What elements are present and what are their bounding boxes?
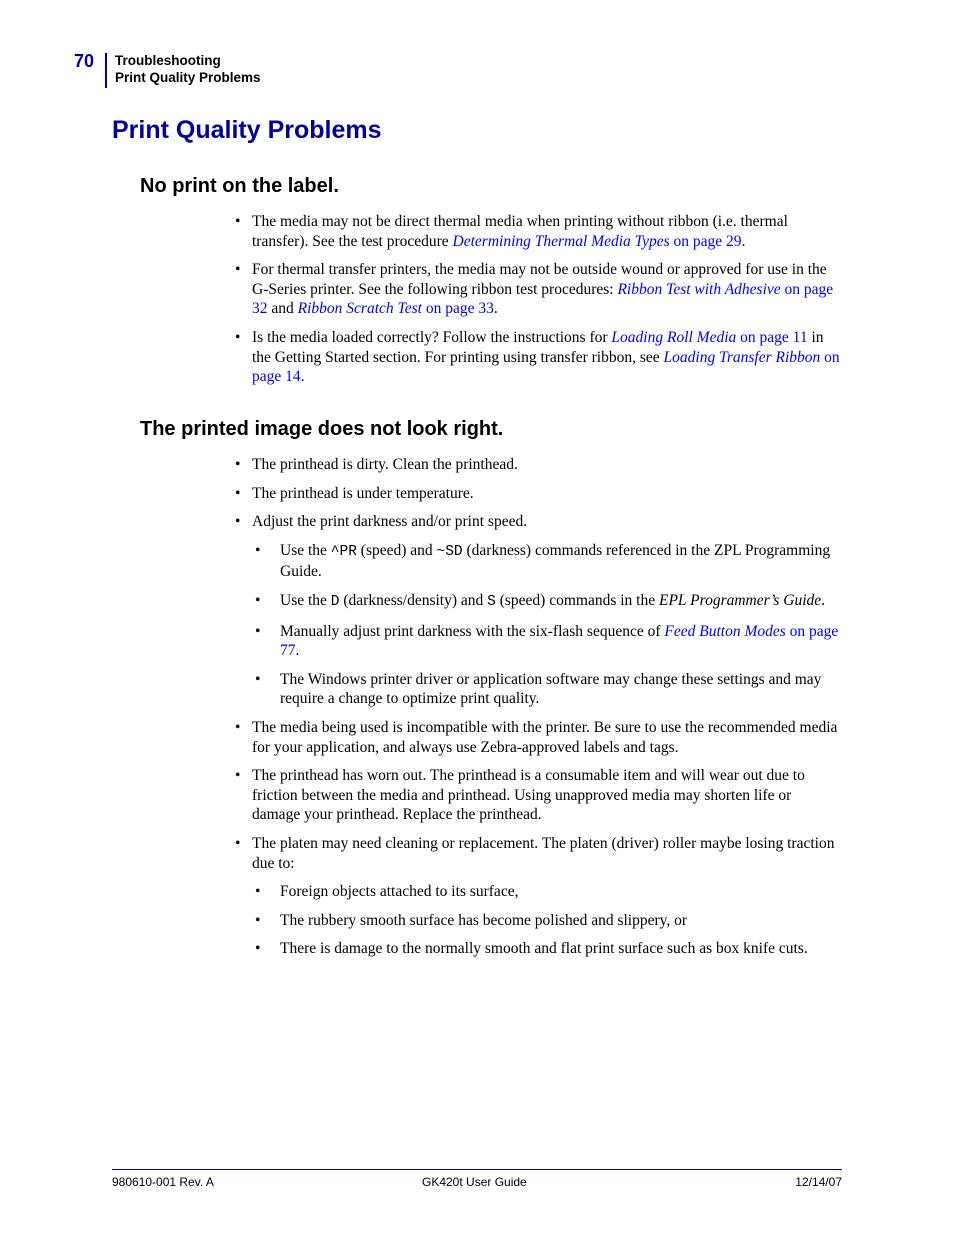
xref-link-thermal-media[interactable]: Determining Thermal Media Types on page 29 [452,232,742,250]
command-code: ~SD [436,543,463,560]
guide-title-italic: EPL Programmer’s Guide [659,591,822,609]
list-item: • Is the media loaded correctly? Follow the instructions for Loading Roll Media on page 11 in the Getting Started section. For printing using transfer ribbon, see Loading Transfer Ribbon on page 14. [252,328,842,387]
sub-list-item: • There is damage to the normally smooth and flat print surface such as box knife cuts. [280,939,842,959]
page-title: Print Quality Problems [112,116,382,144]
sub-list-item: • The Windows printer driver or application software may change these settings and may require a change to optimize print quality. [280,670,842,709]
sub-list-item: • Use the ^PR (speed) and ~SD (darkness) commands referenced in the ZPL Programming Guide. [280,541,842,582]
no-print-list [252,212,842,396]
section-heading-image-quality: The printed image does not look right. [140,418,504,440]
list-item: • The platen may need cleaning or replacement. The platen (driver) roller maybe losing traction due to: • Foreign objects attached to its surface, • The rubbery smooth surface has become polished and slippery, or • There is damage to the normally smooth and flat print surface such as box knife cuts. [252,834,842,959]
footer-date: 12/14/07 [795,1175,842,1189]
image-quality-list [252,455,842,968]
list-item: • For thermal transfer printers, the media may not be outside wound or approved for use in the G-Series printer. See the following ribbon test procedures: Ribbon Test with Adhesive on page 32 and Ribbon Scratch Test on page 33. [252,260,842,319]
footer-guide-title: GK420t User Guide [422,1175,527,1189]
command-code: S [487,593,496,610]
running-header [115,52,261,86]
platen-sublist [252,882,842,959]
list-item: • The printhead is under temperature. [252,484,842,504]
darkness-speed-sublist [252,541,842,709]
header-subsection: Print Quality Problems [115,70,261,85]
xref-link-feed-button-modes[interactable]: Feed Button Modes on page 77 [280,622,839,660]
header-divider [105,53,107,88]
xref-link-ribbon-scratch[interactable]: Ribbon Scratch Test on page 33 [297,300,494,318]
xref-link-roll-media[interactable]: Loading Roll Media on page 11 [611,328,808,346]
list-item: • The printhead is dirty. Clean the printhead. [252,455,842,475]
section-heading-no-print: No print on the label. [140,175,339,197]
command-code: D [330,593,340,610]
list-item: • The printhead has worn out. The printhead is a consumable item and will wear out due to friction between the media and printhead. Using unapproved media may shorten life or damage your printhead. Replace the printhead. [252,766,842,825]
footer-divider [112,1169,842,1170]
sub-list-item: • Manually adjust print darkness with the six-flash sequence of Feed Button Modes on page 77. [280,622,842,661]
header-section: Troubleshooting [115,53,221,68]
sub-list-item: • The rubbery smooth surface has become polished and slippery, or [280,911,842,931]
page-number: 70 [74,51,95,71]
command-code: ^PR [330,543,357,560]
list-item: • Adjust the print darkness and/or print speed. • Use the ^PR (speed) and ~SD (darkness) commands referenced in the ZPL Programming Guide. • Use the D (darkness/density) and S (speed) commands in the EPL Programmer’s Guide. • Manually adjust print darkness with the six-flash sequence of Feed Button Modes on page 77. • The Windows printer driver or application software may change these settings and may require a change to optimize print quality. [252,512,842,709]
xref-link-ribbon-adhesive[interactable]: Ribbon Test with Adhesive on page 32 [252,280,834,318]
sub-list-item: • Use the D (darkness/density) and S (speed) commands in the EPL Programmer’s Guide. [280,591,842,613]
xref-link-transfer-ribbon[interactable]: Loading Transfer Ribbon on page 14 [252,348,840,386]
list-item: • The media being used is incompatible with the printer. Be sure to use the recommended media for your application, and always use Zebra-approved labels and tags. [252,718,842,757]
footer-doc-number: 980610-001 Rev. A [112,1175,214,1189]
sub-list-item: • Foreign objects attached to its surface, [280,882,842,902]
list-item: • The media may not be direct thermal media when printing without ribbon (i.e. thermal transfer). See the test procedure Determining Thermal Media Types on page 29. [252,212,842,251]
